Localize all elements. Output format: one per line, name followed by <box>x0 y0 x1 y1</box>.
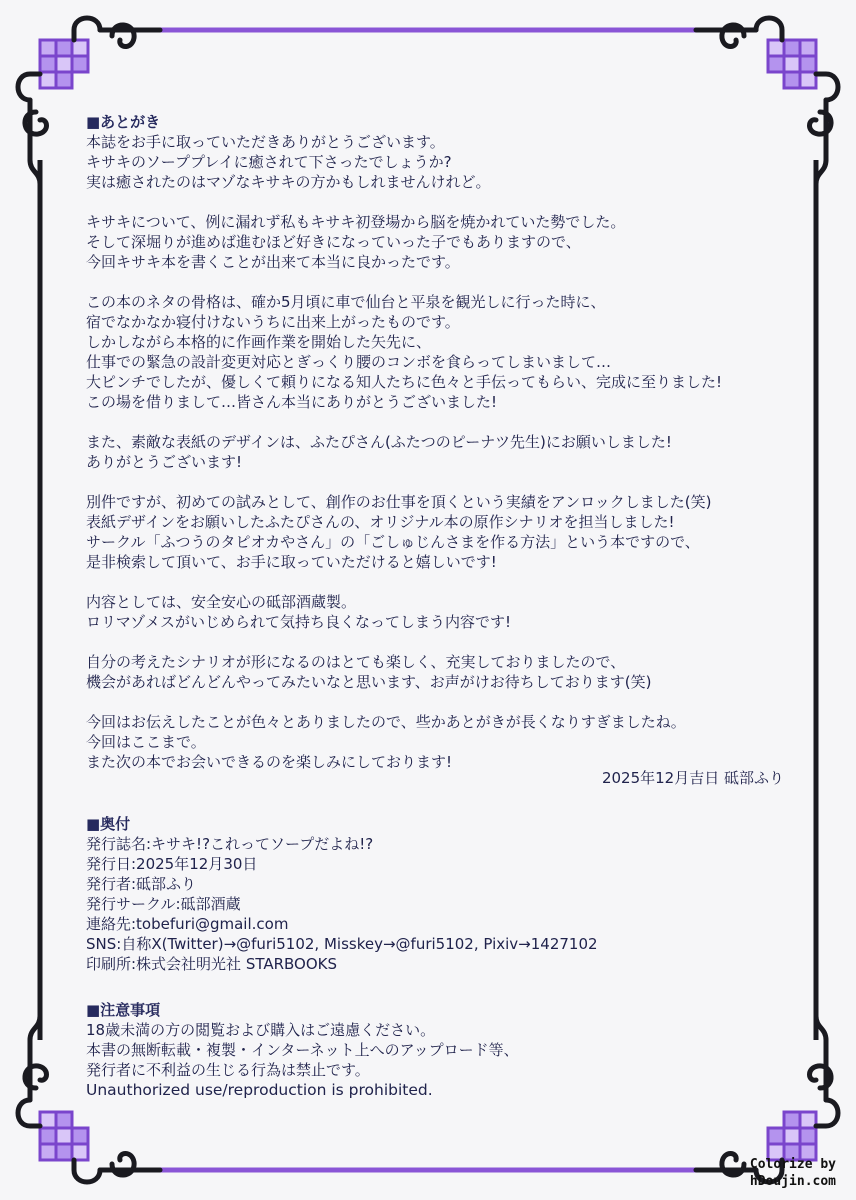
colophon-sns: SNS:自称X(Twitter)→@furi5102, Misskey→@furi5102, Pixiv→1427102 <box>86 935 598 953</box>
text-line: 大ピンチでしたが、優しくて頼りになる知人たちに色々と手伝ってもらい、完成に至りました! <box>86 373 723 391</box>
colophon-printer: 印刷所:株式会社明光社 STARBOOKS <box>86 955 338 973</box>
text-line: 内容としては、安全安心の砥部酒蔵製。 <box>86 593 357 611</box>
notice-heading: ■注意事項 <box>86 1001 161 1019</box>
text-line: 宿でなかなか寝付けないうちに出来上がったものです。 <box>86 313 460 331</box>
text-line: そして深堀りが進めば進むほど好きになっていった子でもありますので、 <box>86 233 581 251</box>
text-line: キサキのソーププレイに癒されて下さったでしょうか? <box>86 153 452 171</box>
colophon-heading: ■奥付 <box>86 815 131 833</box>
text-line: サークル「ふつうのタピオカやさん」の「ごしゅじんさまを作る方法」という本ですので、 <box>86 533 700 551</box>
colophon-circle: 発行サークル:砥部酒蔵 <box>86 895 241 913</box>
afterword-paragraph <box>86 432 806 472</box>
afterword-paragraph <box>86 592 806 632</box>
notice-line: 発行者に不利益の生じる行為は禁止です。 <box>86 1061 370 1079</box>
afterword-heading: ■あとがき <box>86 113 161 131</box>
document-body <box>86 112 806 1100</box>
afterword-paragraph <box>86 712 806 772</box>
text-line: 実は癒されたのはマゾなキサキの方かもしれませんけれど。 <box>86 173 491 191</box>
afterword-section <box>86 112 806 788</box>
text-line: 是非検索して頂いて、お手に取っていただけると嬉しいです! <box>86 553 497 571</box>
text-line: 自分の考えたシナリオが形になるのはとても楽しく、充実しておりましたので、 <box>86 653 626 671</box>
afterword-signature: 2025年12月吉日 砥部ふり <box>601 769 784 787</box>
text-line: 別件ですが、初めての試みとして、創作のお仕事を頂くという実績をアンロックしました(笑) <box>86 493 712 511</box>
afterword-paragraph <box>86 132 806 192</box>
text-line: しかしながら本格的に作画作業を開始した矢先に、 <box>86 333 432 351</box>
colorize-credit <box>750 1156 836 1190</box>
notice-line: 本書の無断転載・複製・インターネット上へのアップロード等、 <box>86 1041 519 1059</box>
text-line: ロリマゾメスがいじめられて気持ち良くなってしまう内容です! <box>86 613 511 631</box>
colophon-publisher: 発行者:砥部ふり <box>86 875 197 893</box>
text-line: 今回キサキ本を書くことが出来て本当に良かったです。 <box>86 253 460 271</box>
colophon-date: 発行日:2025年12月30日 <box>86 855 258 873</box>
notice-english: Unauthorized use/reproduction is prohibited. <box>86 1081 433 1099</box>
colophon-section <box>86 814 806 974</box>
afterword-paragraph <box>86 212 806 272</box>
colophon-contact: 連絡先:tobefuri@gmail.com <box>86 915 289 933</box>
afterword-paragraph <box>86 652 806 692</box>
text-line: 仕事での緊急の設計変更対応とぎっくり腰のコンボを食らってしまいまして… <box>86 353 612 371</box>
text-line: 本誌をお手に取っていただきありがとうございます。 <box>86 133 445 151</box>
text-line: キサキについて、例に漏れず私もキサキ初登場から脳を焼かれていた勢でした。 <box>86 213 626 231</box>
colophon-title: 発行誌名:キサキ!?これってソープだよね!? <box>86 835 374 853</box>
text-line: ありがとうございます! <box>86 453 243 471</box>
credit-line: Colorize by <box>749 1157 836 1172</box>
text-line: 今回はお伝えしたことが色々とありましたので、些かあとがきが長くなりすぎましたね。 <box>86 713 686 731</box>
text-line: また、素敵な表紙のデザインは、ふたぴさん(ふたつのピーナツ先生)にお願いしました! <box>86 433 672 451</box>
notice-line: 18歳未満の方の閲覧および購入はご遠慮ください。 <box>86 1021 436 1039</box>
notice-section <box>86 1000 806 1100</box>
afterword-paragraph <box>86 292 806 412</box>
text-line: 今回はここまで。 <box>86 733 206 751</box>
text-line: 機会があればどんどんやってみたいなと思います、お声がけお待ちしております(笑) <box>86 673 652 691</box>
text-line: また次の本でお会いできるのを楽しみにしております! <box>86 753 453 771</box>
text-line: この場を借りまして…皆さん本当にありがとうございました! <box>86 393 498 411</box>
text-line: この本のネタの骨格は、確か5月頃に車で仙台と平泉を観光しに行った時に、 <box>86 293 606 311</box>
credit-line: hDoujin.com <box>749 1174 836 1189</box>
afterword-paragraph <box>86 492 806 572</box>
text-line: 表紙デザインをお願いしたふたぴさんの、オリジナル本の原作シナリオを担当しました! <box>86 513 675 531</box>
